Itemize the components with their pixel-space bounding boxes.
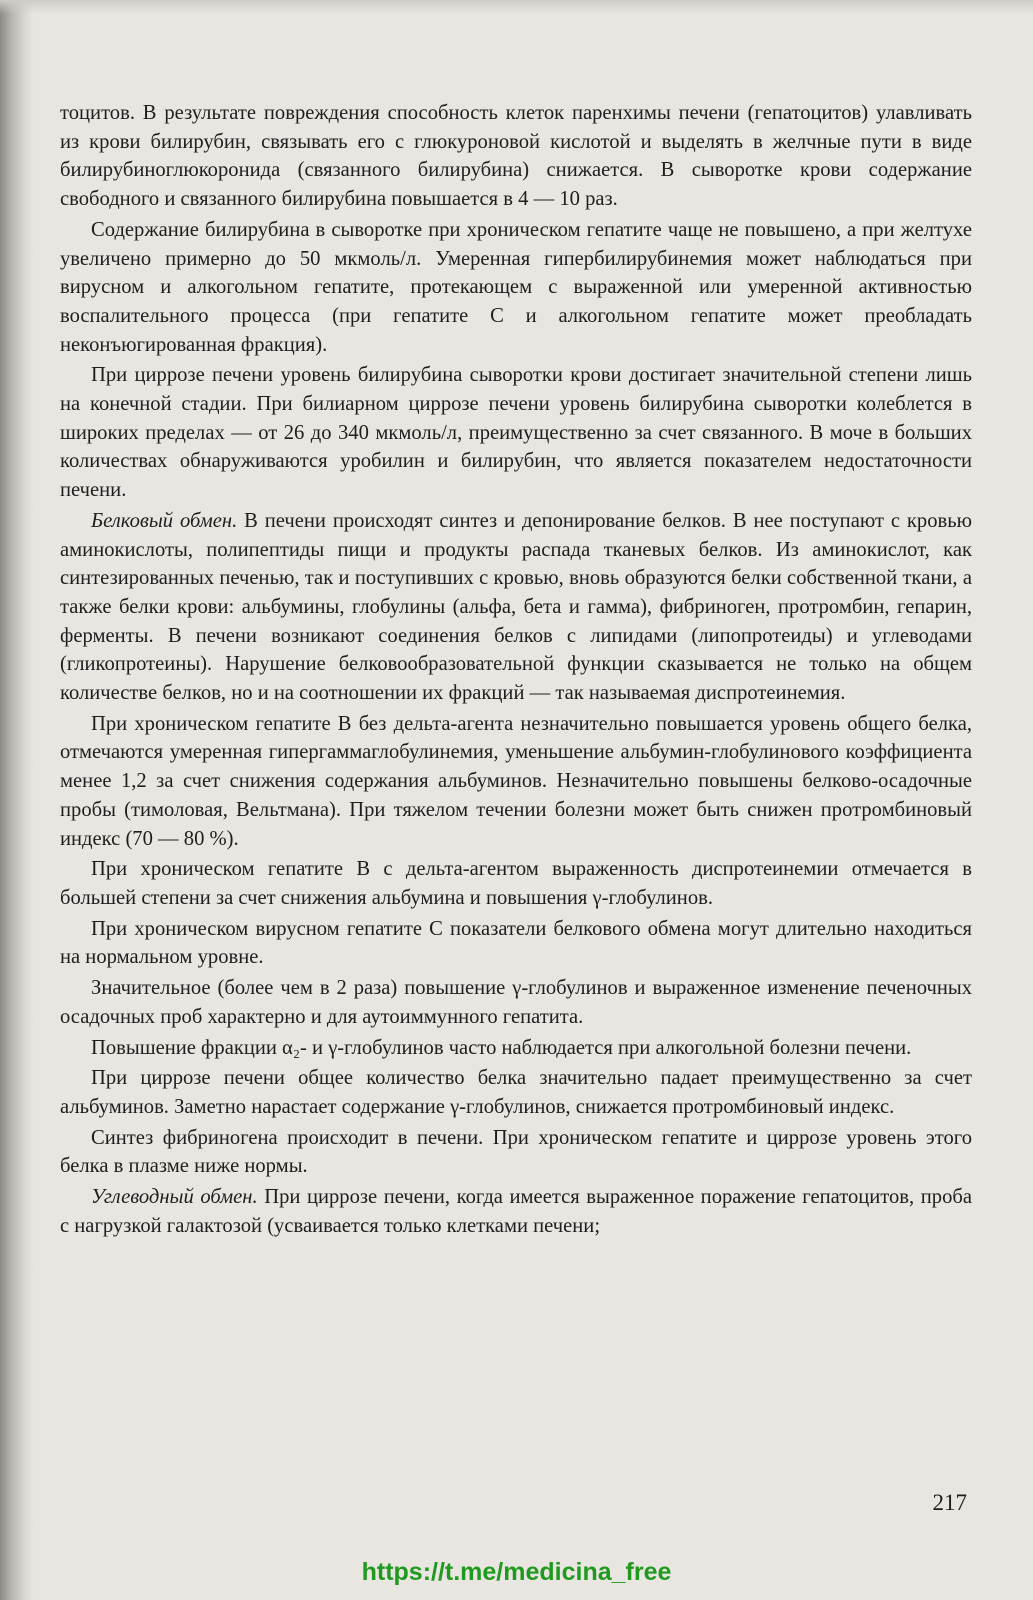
paragraph-text: При циррозе печени, когда имеется выраженное поражение гепатоцитов, проба с нагрузкой галактозой (усваивается только клетками печени; xyxy=(60,1186,972,1237)
paragraph-carbohydrate-metabolism xyxy=(60,1183,972,1240)
body-text xyxy=(60,99,972,1242)
page-number: 217 xyxy=(932,1490,967,1515)
paragraph-bilirubin-cirrhosis xyxy=(60,361,972,505)
page-binding-shadow xyxy=(0,0,34,1600)
paragraph-text: При хроническом гепатите В с дельта-агентом выраженность диспротеинемии отмечается в большей степени за счет снижения альбумина и повышения γ-глобулинов. xyxy=(60,858,972,909)
source-link[interactable]: https://t.me/medicina_free xyxy=(361,1558,672,1586)
paragraph-protein-metabolism xyxy=(60,507,972,708)
paragraph-autoimmune-hepatitis xyxy=(60,974,972,1031)
paragraph-alcoholic-disease xyxy=(60,1034,972,1063)
paragraph-hepatitis-b-delta xyxy=(60,855,972,912)
paragraph-text: При циррозе печени общее количество белка значительно падает преимущественно за счет альбуминов. Заметно нарастает содержание γ-глобулинов, снижается протромбиновый индекс. xyxy=(60,1067,972,1118)
paragraph-text: При хроническом гепатите В без дельта-агента незначительно повышается уровень общего белка, отмечаются умеренная гипергаммаглобулинемия, уменьшение альбумин-глобулинового коэффициента менее 1,2 за счет снижения содержания альбуминов. Незначительно повышены белково-осадочные пробы (тимоловая, Вельтмана). При тяжелом течении болезни может быть снижен протромбиновый индекс (70 — 80 %). xyxy=(60,712,972,850)
section-lead-protein: Белковый обмен. xyxy=(91,509,238,532)
section-lead-carbohydrate: Углеводный обмен. xyxy=(91,1186,258,1209)
paragraph-cirrhosis-protein xyxy=(60,1064,972,1121)
paragraph-hepatitis-c xyxy=(60,915,972,972)
paragraph-text: При хроническом вирусном гепатите С показатели белкового обмена могут длительно находиться на нормальном уровне. xyxy=(60,917,972,969)
paragraph-text: Синтез фибриногена происходит в печени. При хроническом гепатите и циррозе уровень этого белка в плазме ниже нормы. xyxy=(60,1126,972,1178)
paragraph-text: Содержание билирубина в сыворотке при хроническом гепатите чаще не повышено, а при желтухе увеличено примерно до 50 мкмоль/л. Умеренная гипербилирубинемия может наблюдаться при вирусном и алкогольном гепатите, протекающем с выраженной или умеренной активностью воспалительного процесса (при гепатите С и алкогольном гепатите может преобладать неконъюгированная фракция). xyxy=(60,218,972,356)
paragraph-text: Значительное (более чем в 2 раза) повышение γ-глобулинов и выраженное изменение печеночных осадочных проб характерно и для аутоиммунного гепатита. xyxy=(60,977,972,1028)
paragraph-bilirubin-hepatocytes xyxy=(60,99,972,214)
paragraph-text: Повышение фракции α₂- и γ-глобулинов часто наблюдается при алкогольной болезни печени. xyxy=(91,1036,912,1059)
page-top-shadow xyxy=(0,0,1033,14)
paragraph-hepatitis-b-no-delta xyxy=(60,710,972,854)
paragraph-text: тоцитов. В результате повреждения способность клеток паренхимы печени (гепатоцитов) улавливать из крови билирубин, связывать его с глюкуроновой кислотой и выделять в желчные пути в виде билирубиноглюкоронида (связанного билирубина) снижается. В сыворотке крови содержание свободного и связанного билирубина повышается в 4 — 10 раз. xyxy=(60,102,972,211)
paragraph-text: При циррозе печени уровень билирубина сыворотки крови достигает значительной степени лишь на конечной стадии. При билиарном циррозе печени уровень билирубина сыворотки колеблется в широких пределах — от 26 до 340 мкмоль/л, преимущественно за счет связанного. В моче в больших количествах обнаруживаются уробилин и билирубин, что является показателем недостаточности печени. xyxy=(60,364,972,502)
paragraph-fibrinogen xyxy=(60,1124,972,1181)
paragraph-bilirubin-chronic-hepatitis xyxy=(60,216,972,360)
paragraph-text: В печени происходят синтез и депонирование белков. В нее поступают с кровью аминокислоты, полипептиды пищи и продукты распада тканевых белков. Из аминокислот, как синтезированных печенью, так и поступивших с кровью, вновь образуются белки собственной ткани, а также белки крови: альбумины, глобулины (альфа, бета и гамма), фибриноген, протромбин, гепарин, ферменты. В печени возникают соединения белков с липидами (липопротеиды) и углеводами (гликопротеины). Нарушение белковообразовательной функции сказывается не только на общем количестве белков, но и на соотношении их фракций — так называемая диспротеинемия. xyxy=(60,509,972,705)
